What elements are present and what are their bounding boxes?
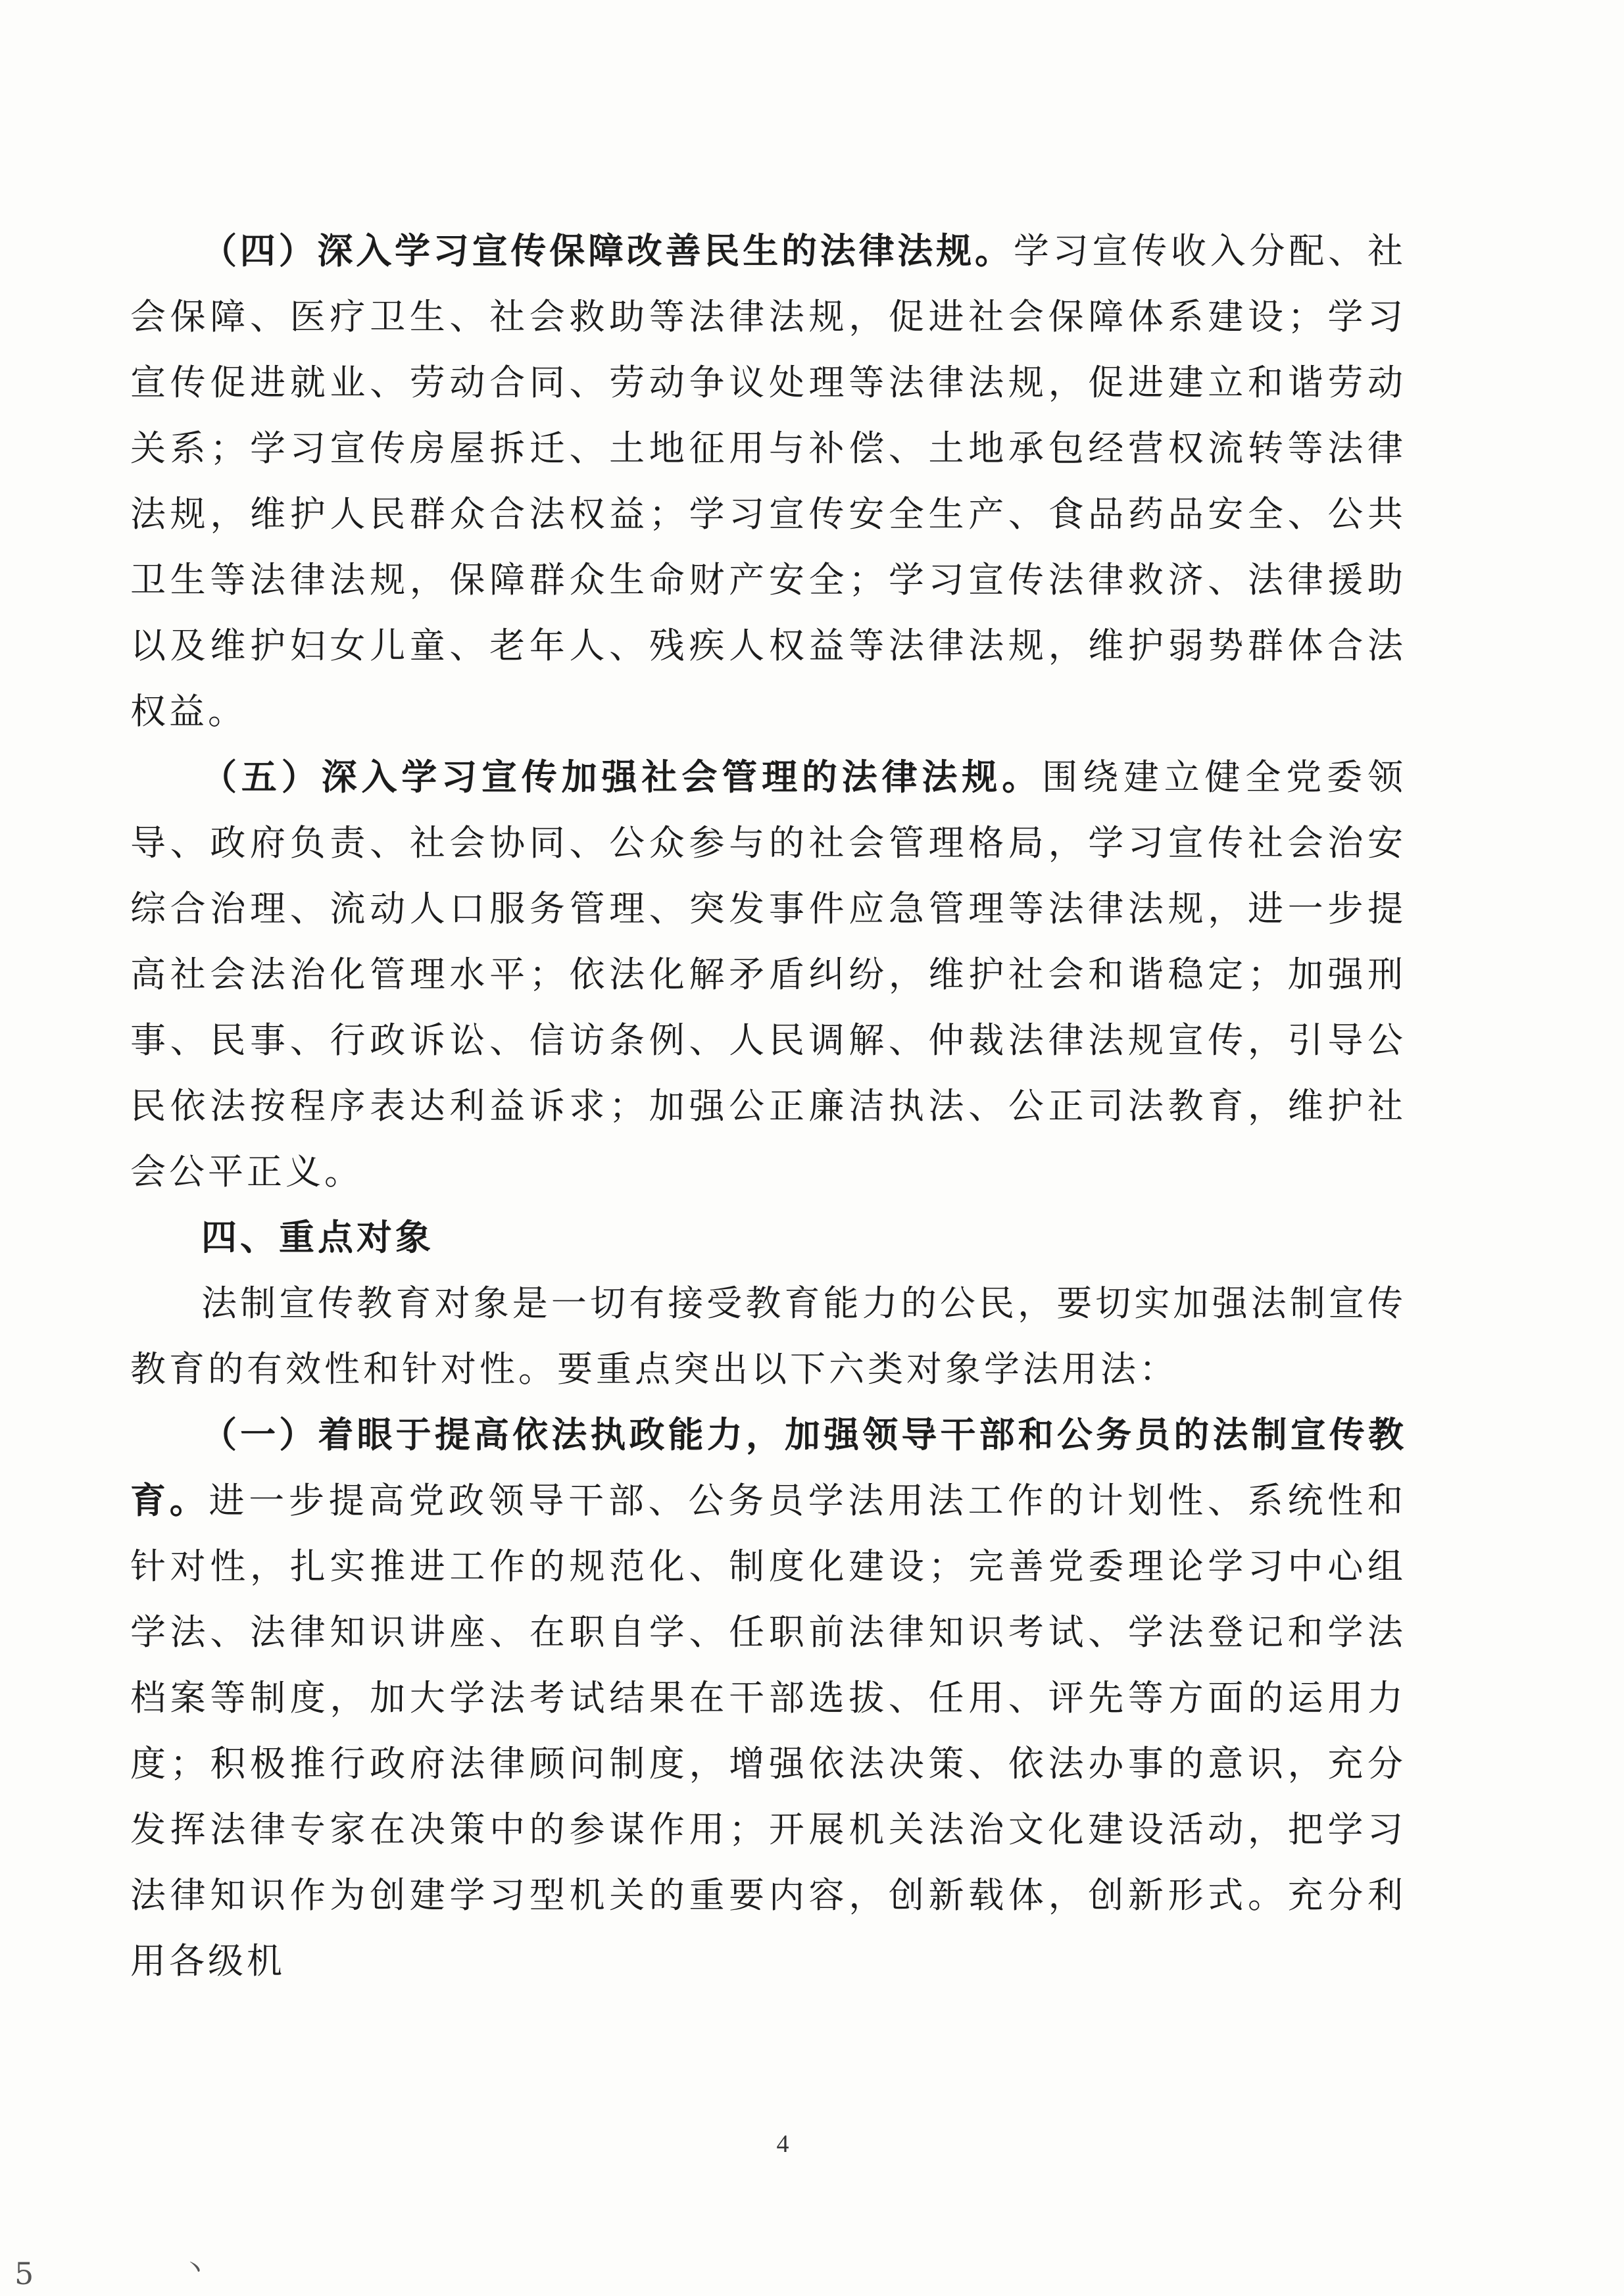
paragraph-text: 进一步提高党政领导干部、公务员学法用法工作的计划性、系统性和针对性，扎实推进工作的规范化、制度化建设；完善党委理论学习中心组学法、法律知识讲座、在职自学、任职前法律知识考试、学法登记和学法档案等制度，加大学法考试结果在干部选拔、任用、评先等方面的运用力度；积极推行政府法律顾问制度，增强依法决策、依法办事的意识，充分发挥法律专家在决策中的参谋作用；开展机关法治文化建设活动，把学习法律知识作为创建学习型机关的重要内容，创新载体，创新形式。充分利用各级机 [130,1480,1406,1982]
paragraph-lead: （五）深入学习宣传加强社会管理的法律法规。 [201,756,1043,798]
paragraph-key-targets-intro [130,1271,1406,1402]
paragraph-officials-education [130,1402,1406,1994]
paragraph-lead: （一）着眼于提高依法执政能力，加强领导干部和公务员的法制宣传教育。 [130,1414,1406,1521]
handwritten-mark: 5 [14,2256,34,2291]
section-heading: 四、重点对象 [201,1217,434,1258]
handwritten-mark: 丶 [182,2254,208,2284]
document-body [130,218,1406,1994]
paragraph-livelihood-laws [130,218,1406,745]
paragraph-text: 法制宣传教育对象是一切有接受教育能力的公民，要切实加强法制宣传教育的有效性和针对性。要重点突出以下六类对象学法用法： [130,1282,1406,1390]
page-number: 4 [776,2130,789,2158]
paragraph-text: 围绕建立健全党委领导、政府负责、社会协同、公众参与的社会管理格局，学习宣传社会治安综合治理、流动人口服务管理、突发事件应急管理等法律法规，进一步提高社会法治化管理水平；依法化解矛盾纠纷，维护社会和谐稳定；加强刑事、民事、行政诉讼、信访条例、人民调解、仲裁法律法规宣传，引导公民依法按程序表达利益诉求；加强公正廉洁执法、公正司法教育，维护社会公平正义。 [130,756,1407,1192]
paragraph-lead: （四）深入学习宣传保障改善民生的法律法规。 [201,230,1014,272]
paragraph-social-management-laws [130,745,1406,1205]
paragraph-text: 学习宣传收入分配、社会保障、医疗卫生、社会救助等法律法规，促进社会保障体系建设；学习宣传促进就业、劳动合同、劳动争议处理等法律法规，促进建立和谐劳动关系；学习宣传房屋拆迁、土地征用与补偿、土地承包经营权流转等法律法规，维护人民群众合法权益；学习宣传安全生产、食品药品安全、公共卫生等法律法规，保障群众生命财产安全；学习宣传法律救济、法律援助以及维护妇女儿童、老年人、残疾人权益等法律法规，维护弱势群体合法权益。 [130,230,1407,732]
